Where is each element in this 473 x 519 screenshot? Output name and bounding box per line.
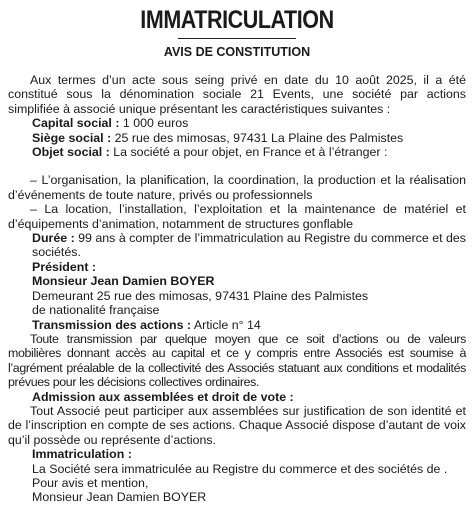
objet-value: La société a pour objet, en France et à l’étranger : (109, 145, 388, 160)
legal-notice (0, 6, 473, 519)
president-name-line (8, 274, 466, 288)
duree-line (8, 231, 466, 260)
intro-paragraph: Aux termes d’un acte sous seing privé en date du 10 août 2025, il a été constitué sous la dénomination sociale 21 Events, une société par actions simplifiée à associé unique présentant les caractéristiques suivantes : (8, 73, 466, 116)
siege-line (8, 131, 466, 145)
objet-line (8, 145, 466, 159)
admission-label: Admission aux assemblées et droit de vote : (32, 389, 294, 404)
signatory-line: Monsieur Jean Damien BOYER (32, 490, 207, 505)
admission-paragraph: Tout Associé peut participer aux assemblées sur justification de son identité et de l’inscription en compte de ses actions. Chaque Associé dispose d’autant de voix qu’il possède ou représente d’actions. (8, 403, 466, 447)
immat-label: Immatriculation : (32, 447, 132, 462)
transmission-line (8, 318, 466, 332)
president-address: Demeurant 25 rue des mimosas, 97431 Plaine des Palmistes (32, 288, 369, 303)
spacer (8, 159, 466, 173)
president-heading (8, 260, 466, 274)
siege-value: 25 rue des mimosas, 97431 La Plaine des Palmistes (111, 130, 404, 145)
objet-item-2: – La location, l’installation, l’exploitation et la maintenance de matériel et d’équipements d’animation, notamment de structures gonflable (8, 202, 466, 231)
president-nationality: de nationalité française (32, 303, 160, 318)
president-label: Président : (32, 259, 97, 274)
capital-value: 1 000 euros (119, 116, 189, 131)
president-name: Monsieur Jean Damien BOYER (32, 274, 215, 289)
objet-item-1: – L’organisation, la planification, la coordination, la production et la réalisation d’événements de toute nature, privés ou professionnels (8, 173, 466, 202)
transmission-value: Article n° 14 (191, 317, 261, 332)
duree-label: Durée : (32, 231, 75, 246)
capital-line (8, 116, 466, 130)
title-divider (178, 38, 296, 39)
duree-value: 99 ans à compter de l’immatriculation au Registre du commerce et des sociétés. (32, 231, 466, 260)
notice-subtitle: AVIS DE CONSTITUTION (163, 45, 311, 59)
immat-paragraph: La Société sera immatriculée au Registre du commerce et des sociétés de . (32, 461, 448, 476)
objet-label: Objet social : (32, 145, 110, 160)
notice-title: IMMATRICULATION (140, 6, 334, 34)
capital-label: Capital social : (32, 116, 120, 131)
transmission-paragraph: Toute transmission par quelque moyen que ce soit d’actions ou de valeurs mobilières donnant accès au capital et ce y compris entre Associés est soumise à l’agrément préalable de la collectivité des Associés statuant aux conditions et modalités prévues pour les décisions collectives ordinaires. (8, 331, 466, 390)
admission-heading (8, 390, 466, 404)
immat-heading (8, 447, 466, 461)
siege-label: Siège social : (32, 130, 112, 145)
closing-line: Pour avis et mention, (32, 475, 149, 490)
transmission-label: Transmission des actions : (32, 317, 192, 332)
